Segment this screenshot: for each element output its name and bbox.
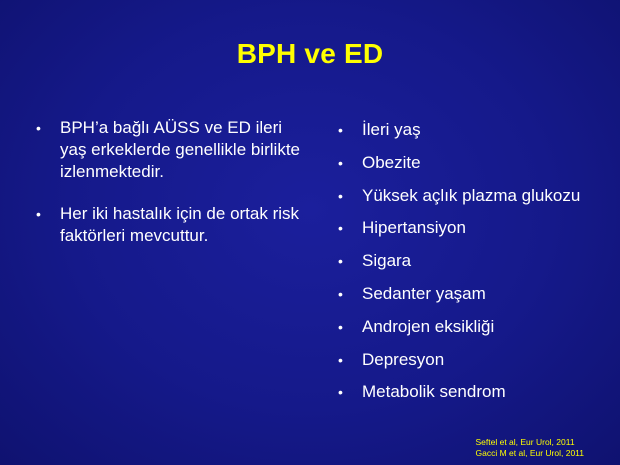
- bullet-text: Hipertansiyon: [362, 218, 466, 238]
- slide-title: BPH ve ED: [236, 38, 384, 69]
- list-item: [36, 203, 306, 247]
- bullet-text: Depresyon: [362, 349, 445, 369]
- bullet-icon: •: [338, 318, 343, 335]
- bullet-text: Sigara: [362, 251, 412, 271]
- bullet-icon: •: [338, 220, 343, 237]
- reference-line: Seftel et al, Eur Urol, 2011: [475, 437, 575, 447]
- list-item: [338, 282, 613, 306]
- list-item: [36, 117, 306, 183]
- list-item: [338, 348, 613, 372]
- right-bullet-list: [338, 118, 613, 413]
- left-bullet-list: [36, 117, 306, 267]
- bullet-text: Androjen eksikliği: [362, 316, 495, 336]
- bullet-text: Sedanter yaşam: [362, 283, 486, 303]
- list-item: [338, 315, 613, 339]
- bullet-icon: •: [338, 253, 343, 270]
- list-item: [338, 249, 613, 273]
- bullet-text: Metabolik sendrom: [362, 382, 506, 402]
- list-item: [338, 184, 613, 208]
- bullet-text: Obezite: [362, 152, 421, 172]
- list-item: [338, 151, 613, 175]
- bullet-icon: •: [338, 285, 343, 302]
- bullet-icon: •: [338, 384, 343, 401]
- bullet-icon: •: [338, 187, 343, 204]
- references: [476, 437, 585, 459]
- bullet-text: Her iki hastalık için de ortak risk faktörleri mevcuttur.: [60, 204, 300, 245]
- list-item: [338, 216, 613, 240]
- bullet-text: İleri yaş: [362, 120, 421, 139]
- bullet-text: Yüksek açlık plazma glukozu: [362, 185, 581, 205]
- bullet-icon: •: [36, 206, 41, 222]
- bullet-icon: •: [338, 351, 343, 368]
- bullet-icon: •: [36, 120, 41, 136]
- bullet-icon: •: [338, 154, 343, 171]
- bullet-icon: •: [338, 122, 343, 138]
- bullet-text: BPH’a bağlı AÜSS ve ED ileri yaş erkeklerde genellikle birlikte izlenmektedir.: [60, 118, 301, 181]
- list-item: [338, 118, 613, 142]
- list-item: [338, 380, 613, 404]
- reference-line: Gacci M et al, Eur Urol, 2011: [475, 448, 584, 458]
